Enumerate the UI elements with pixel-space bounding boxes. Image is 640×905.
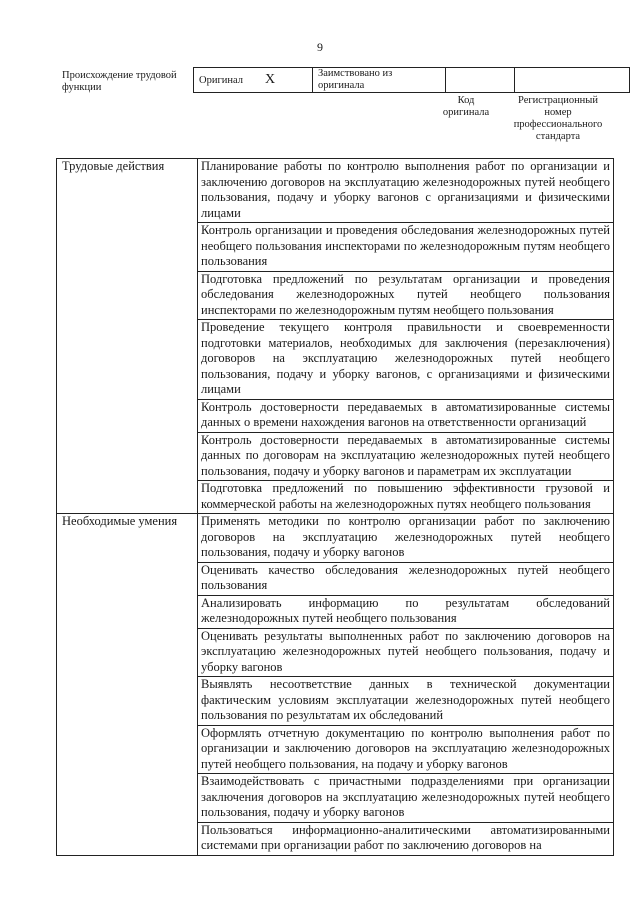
- section-item: Оценивать качество обследования железнодорожных путей необщего пользования: [198, 562, 614, 595]
- page-number: 9: [317, 40, 323, 54]
- section-item: Анализировать информацию по результатам обследований железнодорожных путей необщего пользования: [198, 595, 614, 628]
- code-cell: [446, 68, 515, 93]
- section-item: Подготовка предложений по результатам организации и проведения обследования железнодорожных путей необщего пользования инспекторами по железнодорожным путям необщего пользования: [198, 271, 614, 320]
- section-item: Применять методики по контролю организации работ по заключению договоров на эксплуатацию железнодорожных путей необщего пользования, подачу и уборку вагонов: [198, 514, 614, 563]
- table-row: [57, 514, 614, 563]
- section-item: Подготовка предложений по повышению эффективности грузовой и коммерческой работы на железнодорожных путях необщего пользования: [198, 481, 614, 514]
- section-item: Контроль организации и проведения обследования железнодорожных путей необщего пользования инспекторами по железнодорожным путям необщего пользования: [198, 223, 614, 272]
- reg-number-caption: Регистрационный номер профессионального стандарта: [513, 95, 603, 142]
- section-item: Проведение текущего контроля правильности и своевременности подготовки материалов, необходимых для заключения (перезаключения) договоров на эксплуатацию железнодорожных путей необщего пользования, подачу и уборку вагонов, с организациями и физическими лицами: [198, 320, 614, 400]
- section-item: Контроль достоверности передаваемых в автоматизированные системы данных по договорам на эксплуатацию железнодорожных путей необщего пользования, подачу и уборку вагонов и параметрам их эксплуатации: [198, 432, 614, 481]
- section-title: Необходимые умения: [57, 514, 198, 856]
- section-item: Планирование работы по контролю выполнения работ по организации и заключению договоров на эксплуатацию железнодорожных путей необщего пользования, подачу и уборку вагонов с организациями и физическими лицами: [198, 159, 614, 223]
- code-caption: Код оригинала: [442, 95, 490, 118]
- origin-label: Происхождение трудовой функции: [62, 70, 177, 93]
- original-cell: [194, 68, 313, 93]
- borrowed-cell: Заимствовано из оригинала: [313, 68, 446, 93]
- function-table: [56, 158, 614, 856]
- section-item: Оценивать результаты выполненных работ по заключению договоров на эксплуатацию железнодорожных путей необщего пользования, подачу и уборку вагонов: [198, 628, 614, 677]
- section-item: Взаимодействовать с причастными подразделениями при организации заключения договоров на эксплуатацию железнодорожных путей необщего пользования, подачу и уборку вагонов: [198, 774, 614, 823]
- original-label: Оригинал: [199, 75, 243, 86]
- section-item: Выявлять несоответствие данных в технической документации фактическим условиям эксплуатации железнодорожных путей необщего пользования по результатам их обследований: [198, 677, 614, 726]
- table-row: [57, 159, 614, 223]
- reg-number-cell: [515, 68, 630, 93]
- section-item: Контроль достоверности передаваемых в автоматизированные системы данных о времени нахождения вагонов на ответственности организаций: [198, 399, 614, 432]
- origin-table: [193, 67, 630, 93]
- section-item: Оформлять отчетную документацию по контролю выполнения работ по организации и заключению договоров на эксплуатацию железнодорожных путей необщего пользования, на подачу и уборку вагонов: [198, 725, 614, 774]
- original-mark: X: [265, 72, 276, 87]
- section-title: Трудовые действия: [57, 159, 198, 514]
- section-item: Пользоваться информационно-аналитическими автоматизированными системами при организации работ по заключению договоров на: [198, 822, 614, 855]
